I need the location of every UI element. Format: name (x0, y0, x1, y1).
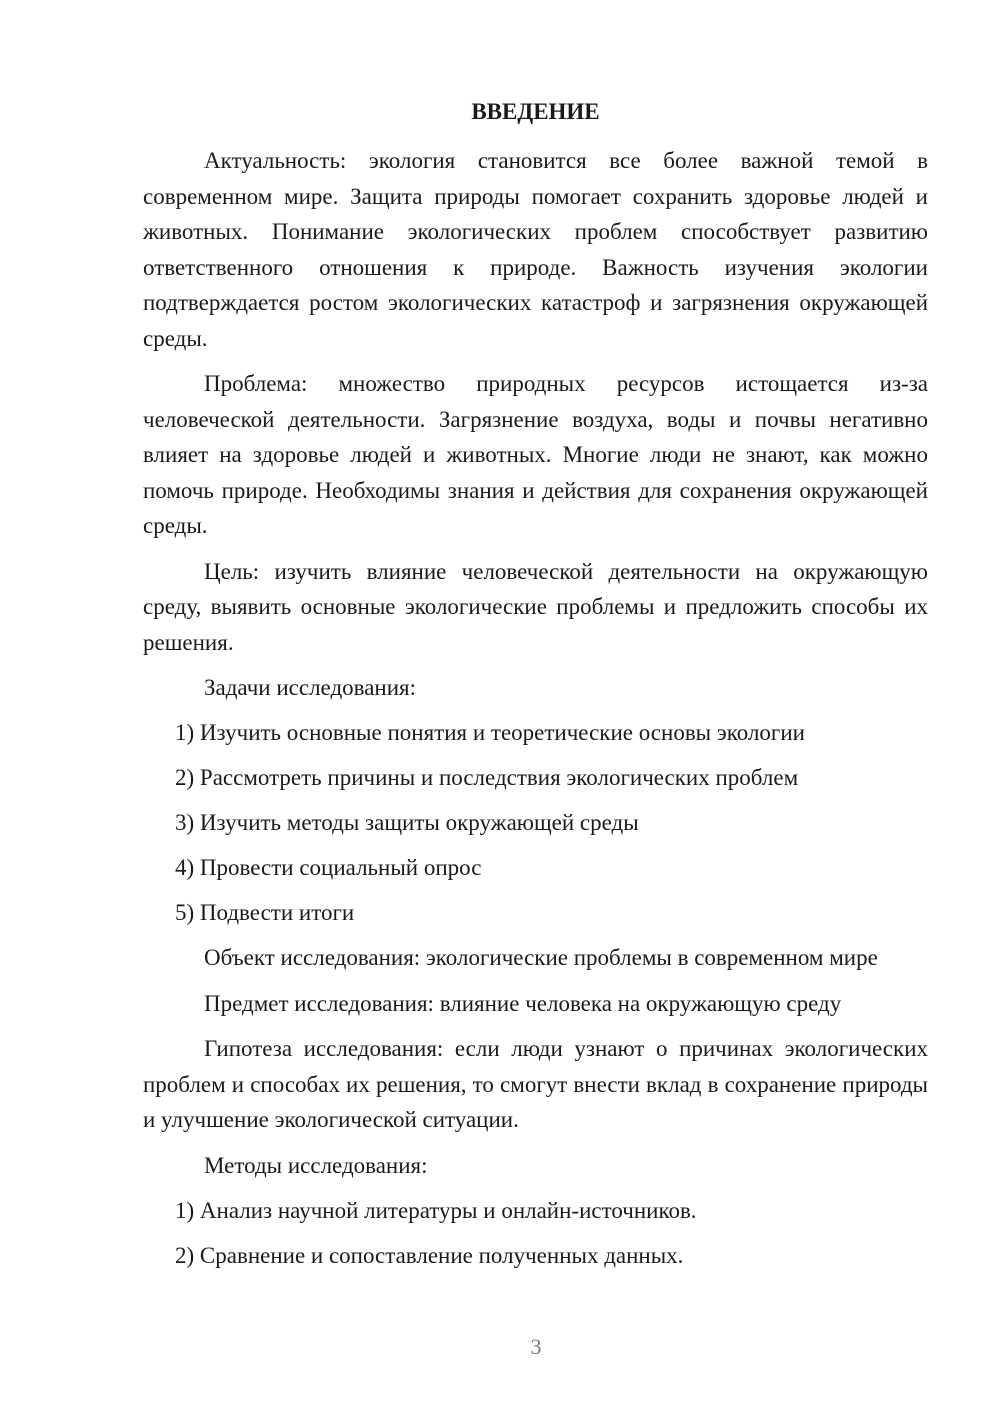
problem-paragraph: Проблема: множество природных ресурсов истощается из-за человеческой деятельности. Загрязнение воздуха, воды и почвы негативно влияет на здоровье людей и животных. Многие люди не знают, как можно помочь природе. Необходимы знания и действия для сохранения окружающей среды. (143, 371, 928, 538)
subject-paragraph: Предмет исследования: влияние человека на окружающую среду (204, 990, 842, 1016)
hypothesis-paragraph: Гипотеза исследования: если люди узнают о причинах экологических проблем и способах их решения, то смогут внести вклад в сохранение природы и улучшение экологической ситуации. (143, 1036, 928, 1132)
relevance-paragraph: Актуальность: экология становится все более важной темой в современном мире. Защита природы помогает сохранить здоровье людей и животных. Понимание экологических проблем способствует развитию ответственного отношения к природе. Важность изучения экологии подтверждается ростом экологических катастроф и загрязнения окружающей среды. (143, 148, 928, 351)
methods-heading: Методы исследования: (204, 1152, 428, 1178)
section-title: ВВЕДЕНИЕ (471, 99, 600, 124)
page-number: 3 (530, 1334, 542, 1359)
object-paragraph: Объект исследования: экологические проблемы в современном мире (204, 945, 878, 970)
tasks-list (143, 715, 928, 930)
task-item: 1) Изучить основные понятия и теоретические основы экологии (175, 720, 805, 745)
task-item: 4) Провести социальный опрос (175, 855, 482, 880)
document-body (143, 97, 928, 1283)
tasks-heading: Задачи исследования: (204, 675, 417, 700)
methods-list (143, 1193, 928, 1273)
method-item: 2) Сравнение и сопоставление полученных данных. (175, 1242, 684, 1268)
goal-paragraph: Цель: изучить влияние человеческой деятельности на окружающую среду, выявить основные экологические проблемы и предложить способы их решения. (143, 558, 928, 655)
task-item: 5) Подвести итоги (175, 900, 355, 925)
method-item: 1) Анализ научной литературы и онлайн-источников. (175, 1197, 697, 1223)
task-item: 2) Рассмотреть причины и последствия экологических проблем (175, 765, 799, 790)
task-item: 3) Изучить методы защиты окружающей среды (175, 810, 639, 835)
